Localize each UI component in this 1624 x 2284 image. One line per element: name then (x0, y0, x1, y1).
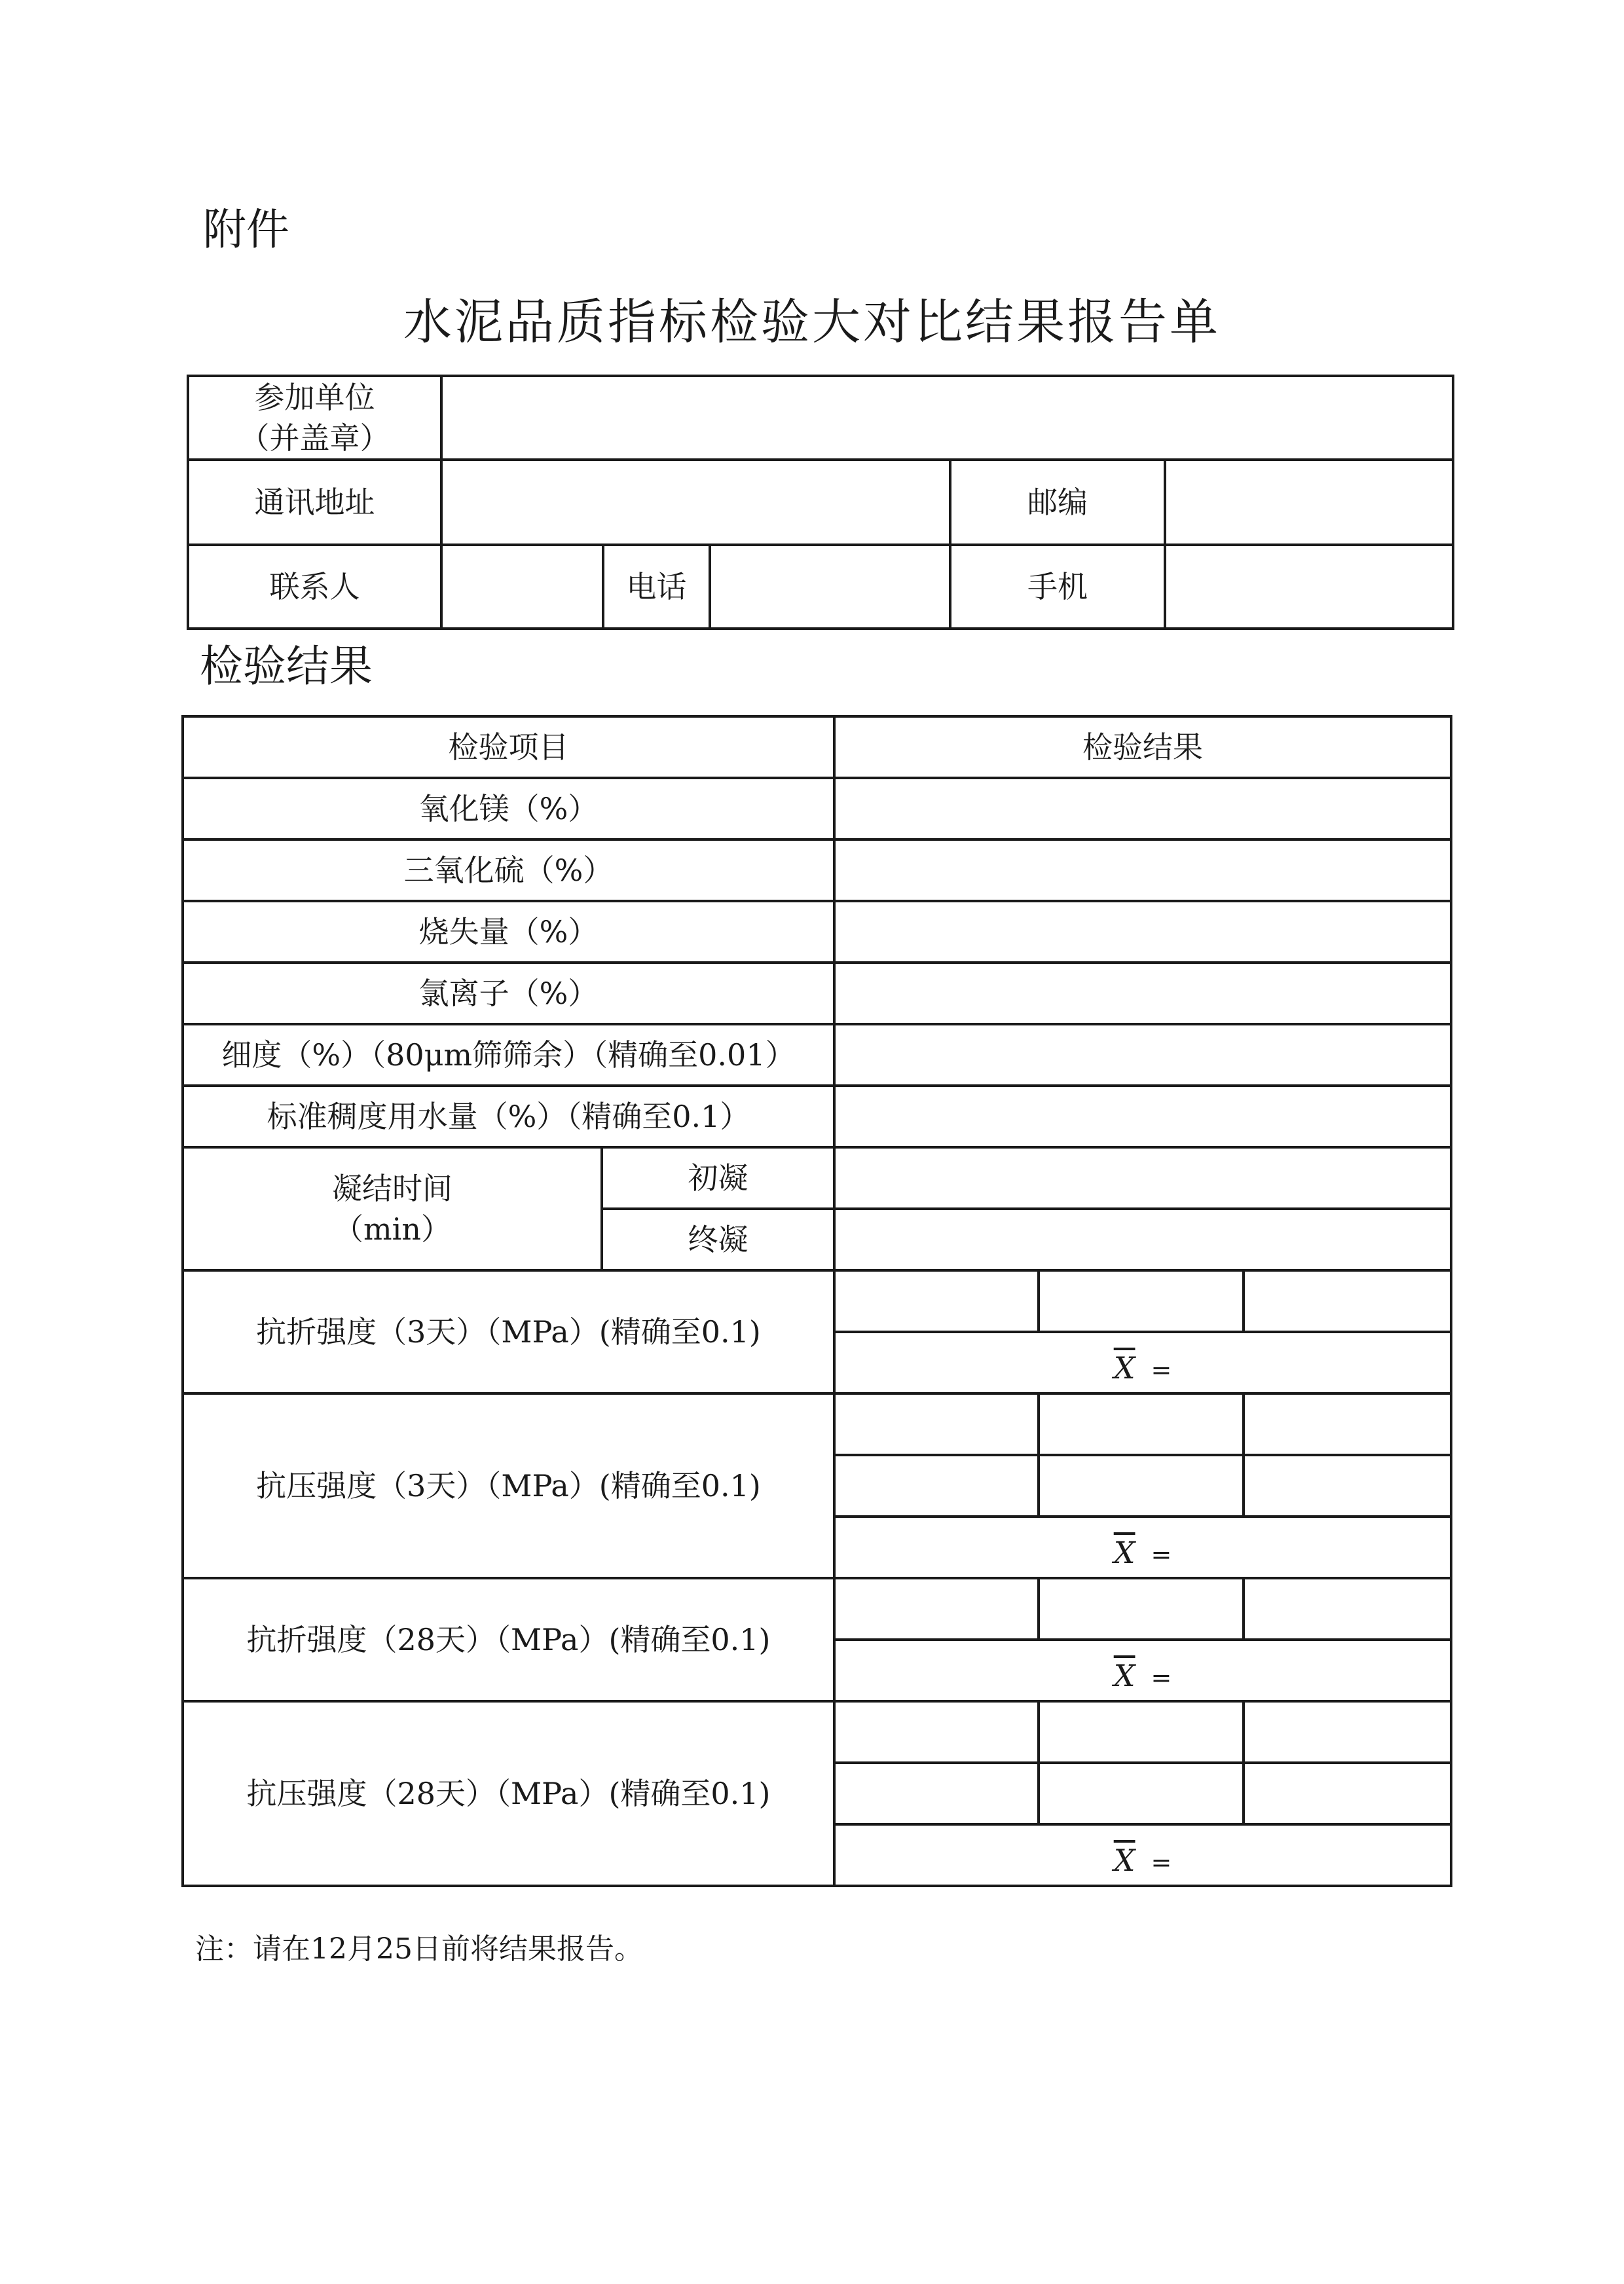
address-field[interactable] (441, 460, 950, 545)
flex-3d-mean-field[interactable] (834, 1332, 1451, 1393)
result-so3-field[interactable] (834, 839, 1451, 901)
item-flex-28d: 抗折强度（28天）（MPa）(精确至0.1) (183, 1578, 834, 1701)
participant-field[interactable] (441, 376, 1453, 460)
postcode-field[interactable] (1165, 460, 1453, 545)
mobile-label: 手机 (950, 545, 1165, 629)
page-title: 水泥品质指标检验大对比结果报告单 (403, 294, 1221, 350)
mean-symbol: $\overline{X}$ (1113, 1657, 1135, 1693)
mobile-field[interactable] (1165, 545, 1453, 629)
comp-3d-field-6[interactable] (1244, 1455, 1451, 1517)
mean-symbol: $\overline{X}$ (1113, 1350, 1135, 1386)
item-comp-3d: 抗压强度（3天）（MPa）(精确至0.1) (183, 1393, 834, 1578)
comp-28d-mean-field[interactable] (834, 1824, 1451, 1886)
comp-3d-field-1[interactable] (834, 1393, 1039, 1455)
equals-sign: = (1151, 1663, 1172, 1692)
results-section-label: 检验结果 (200, 641, 373, 691)
address-label: 通讯地址 (188, 460, 441, 545)
comp-3d-field-2[interactable] (1039, 1393, 1244, 1455)
comp-3d-field-5[interactable] (1039, 1455, 1244, 1517)
phone-field[interactable] (710, 545, 950, 629)
flex-28d-field-2[interactable] (1039, 1578, 1244, 1640)
mean-symbol: $\overline{X}$ (1113, 1842, 1135, 1878)
result-initial-set-field[interactable] (834, 1147, 1451, 1209)
item-water: 标准稠度用水量（%）（精确至0.1） (183, 1086, 834, 1147)
flex-3d-field-1[interactable] (834, 1270, 1039, 1332)
col-header-result: 检验结果 (834, 716, 1451, 778)
footnote: 注：请在12月25日前将结果报告。 (195, 1932, 643, 1966)
postcode-label: 邮编 (950, 460, 1165, 545)
participant-label: 参加单位 （并盖章） (188, 376, 441, 460)
result-fineness-field[interactable] (834, 1024, 1451, 1086)
result-mgo-field[interactable] (834, 778, 1451, 839)
equals-sign: = (1151, 1355, 1172, 1384)
participant-info-table (187, 375, 1454, 630)
contact-field[interactable] (441, 545, 603, 629)
flex-28d-field-1[interactable] (834, 1578, 1039, 1640)
item-flex-3d: 抗折强度（3天）（MPa）(精确至0.1) (183, 1270, 834, 1393)
equals-sign: = (1151, 1539, 1172, 1569)
comp-3d-field-3[interactable] (1244, 1393, 1451, 1455)
item-loss: 烧失量（%） (183, 901, 834, 963)
item-setting-time: 凝结时间 （min） (183, 1147, 602, 1270)
comp-28d-field-3[interactable] (1244, 1701, 1451, 1763)
result-chloride-field[interactable] (834, 963, 1451, 1024)
item-fineness: 细度（%）（80μm筛筛余）（精确至0.01） (183, 1024, 834, 1086)
result-final-set-field[interactable] (834, 1209, 1451, 1270)
comp-28d-field-5[interactable] (1039, 1763, 1244, 1824)
comp-28d-field-6[interactable] (1244, 1763, 1451, 1824)
comp-28d-field-4[interactable] (834, 1763, 1039, 1824)
equals-sign: = (1151, 1847, 1172, 1877)
item-so3: 三氧化硫（%） (183, 839, 834, 901)
item-comp-28d: 抗压强度（28天）（MPa）(精确至0.1) (183, 1701, 834, 1886)
comp-28d-field-1[interactable] (834, 1701, 1039, 1763)
item-final-set: 终凝 (602, 1209, 834, 1270)
results-table (181, 715, 1452, 1887)
result-water-field[interactable] (834, 1086, 1451, 1147)
phone-label: 电话 (603, 545, 710, 629)
item-chloride: 氯离子（%） (183, 963, 834, 1024)
item-initial-set: 初凝 (602, 1147, 834, 1209)
flex-28d-field-3[interactable] (1244, 1578, 1451, 1640)
contact-label: 联系人 (188, 545, 441, 629)
flex-3d-field-2[interactable] (1039, 1270, 1244, 1332)
comp-3d-mean-field[interactable] (834, 1517, 1451, 1578)
col-header-item: 检验项目 (183, 716, 834, 778)
item-mgo: 氧化镁（%） (183, 778, 834, 839)
comp-28d-field-2[interactable] (1039, 1701, 1244, 1763)
flex-28d-mean-field[interactable] (834, 1640, 1451, 1701)
comp-3d-field-4[interactable] (834, 1455, 1039, 1517)
attachment-label: 附件 (203, 204, 289, 255)
flex-3d-field-3[interactable] (1244, 1270, 1451, 1332)
mean-symbol: $\overline{X}$ (1113, 1534, 1135, 1570)
result-loss-field[interactable] (834, 901, 1451, 963)
